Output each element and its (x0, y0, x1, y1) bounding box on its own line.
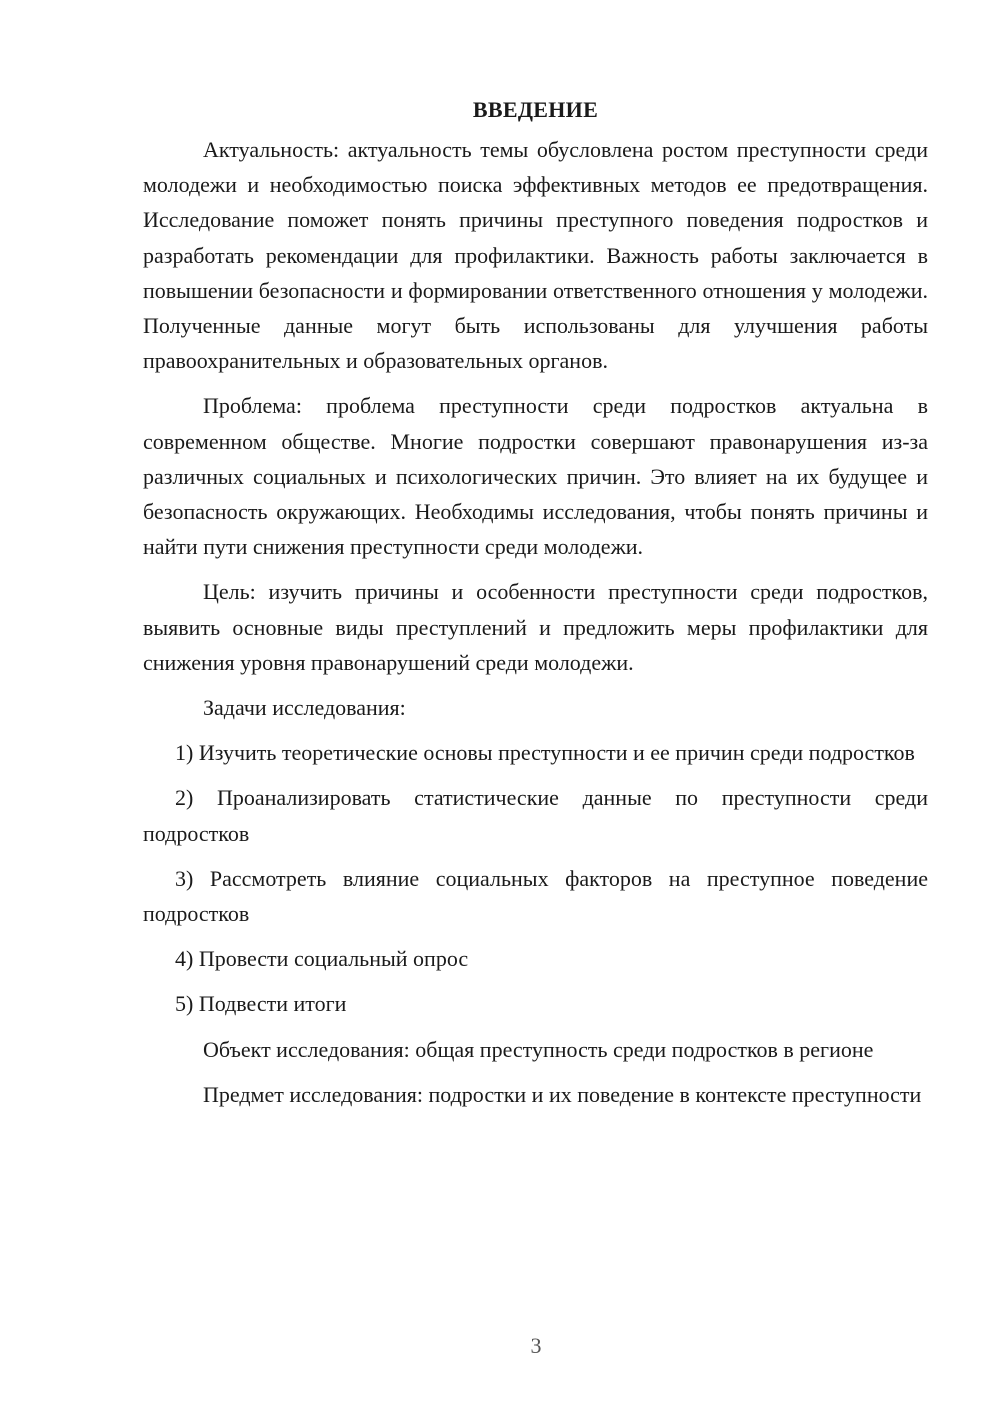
paragraph-object: Объект исследования: общая преступность среди подростков в регионе (203, 1036, 874, 1062)
list-item: 4) Провести социальный опрос (175, 946, 469, 972)
list-item: 2) Проанализировать статистические данные по преступности среди подростков (143, 785, 928, 846)
paragraph-subject: Предмет исследования: подростки и их поведение в контексте преступности (203, 1081, 922, 1107)
list-item: 1) Изучить теоретические основы преступности и ее причин среди подростков (175, 740, 915, 766)
list-item: 3) Рассмотреть влияние социальных факторов на преступное поведение подростков (143, 865, 928, 927)
paragraph-problem: Проблема: проблема преступности среди подростков актуальна в современном обществе. Многие подростки совершают правонарушения из-за различных социальных и психологических причин. Это влияет на их будущее и безопасность окружающих. Необходимы исследования, чтобы понять причины и найти пути снижения преступности среди молодежи. (143, 393, 928, 560)
paragraph-relevance: Актуальность: актуальность темы обусловлена ростом преступности среди молодежи и необходимостью поиска эффективных методов ее предотвращения. Исследование поможет понять причины преступного поведения подростков и разработать рекомендации для профилактики. Важность работы заключается в повышении безопасности и формировании ответственного отношения у молодежи. Полученные данные могут быть использованы для улучшения работы правоохранительных и образовательных органов. (143, 137, 928, 374)
tasks-list (143, 735, 928, 1021)
page-title: ВВЕДЕНИЕ (472, 97, 599, 122)
document-page (143, 88, 928, 1122)
paragraph-goal: Цель: изучить причины и особенности преступности среди подростков, выявить основные виды преступлений и предложить меры профилактики для снижения уровня правонарушений среди молодежи. (143, 579, 928, 675)
page-number: 3 (530, 1333, 542, 1358)
list-item: 5) Подвести итоги (175, 991, 347, 1017)
tasks-heading: Задачи исследования: (203, 695, 406, 721)
